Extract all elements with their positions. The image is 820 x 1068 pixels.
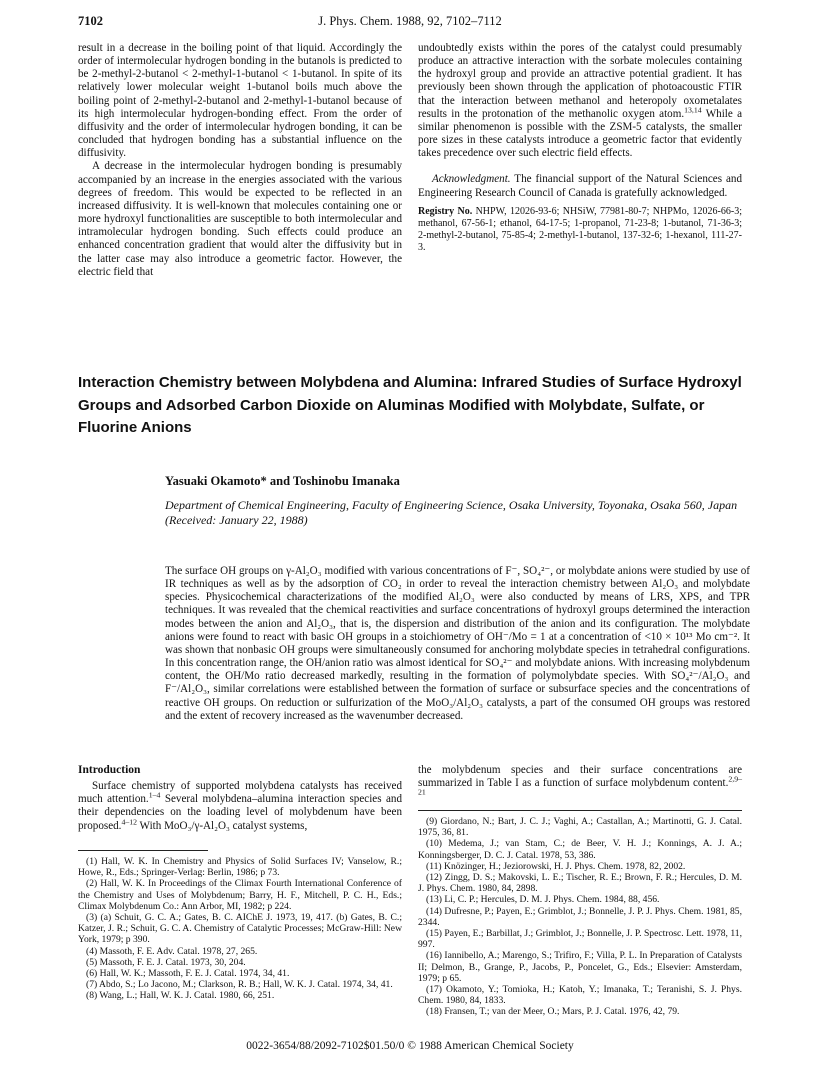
references-right	[418, 816, 742, 1018]
reference-item: (12) Zingg, D. S.; Makovski, L. E.; Tischer, R. E.; Brown, F. R.; Hercules, D. M. J. Phys. Chem. 1980, 84, 2898.	[418, 872, 742, 895]
footnote-rule-left	[78, 850, 208, 851]
reference-item: (9) Giordano, N.; Bart, J. C. J.; Vaghi, A.; Castallan, A.; Martinotti, G. J. Catal. 1975, 36, 81.	[418, 816, 742, 839]
reference-item: (8) Wang, L.; Hall, W. K. J. Catal. 1980, 66, 251.	[86, 990, 275, 1002]
reference-item: (5) Massoth, F. E. J. Catal. 1973, 30, 204.	[86, 956, 246, 968]
reference-item: (16) Iannibello, A.; Marengo, S.; Trifiro, F.; Villa, P. L. In Preparation of Catalysts II; Delmon, B., Grange, P., Jacobs, P., Poncelet, G., Eds.; Elsevier: Amsterdam, 1979; p 65.	[418, 950, 742, 984]
reference-item: (13) Li, C. P.; Hercules, D. M. J. Phys. Chem. 1984, 88, 456.	[426, 894, 660, 906]
reference-item: (11) Knözinger, H.; Jeziorowski, H. J. Phys. Chem. 1978, 82, 2002.	[426, 860, 686, 872]
article-abstract: The surface OH groups on γ-Al₂O₃ modified with various concentrations of F⁻, SO₄²⁻, or molybdate anions were studied by use of IR techniques as well as by the adsorption of CO₂ in order to reveal the interaction chemistry between Al₂O₃ and molybdate species. Physicochemical characterizations of the modified Al₂O₃ were also conducted by means of LRS, XPS, and TPR techniques. It was revealed that the chemical reactivities and surface concentrations of hydroxyl groups determined the interaction modes between the anion and Al₂O₃, that is, the dispersion and distribution of the anion and its configuration. The molybdate anions were found to react with basic OH groups in a stoichiometry of OH⁻/Mo = 1 at a concentration of <10 × 10¹³ Mo cm⁻². It was shown that nonbasic OH groups were simultaneously consumed for anchoring molybdate species in tetrahedral configurations. In this concentration range, the OH/anion ratio was almost identical for SO₄²⁻ and molybdate anions. With increasing molybdenum content, the OH/Mo ratio decreased markedly, resulting in the formation of polymolybdate species. With SO₄²⁻/Al₂O₃ and F⁻/Al₂O₃, similar correlations were established between the formation of surface or subsurface species and the concentrations of reactive OH groups. On reduction or sulfurization of the MoO₃/Al₂O₃ catalysts, a part of the consumed OH groups was restored and the extent of recovery increased as the wavenumber decreased.	[165, 565, 750, 722]
reference-item: (10) Medema, J.; van Stam, C.; de Beer, V. H. J.; Konnings, A. J. A.; Konningsberger, D. C. J. Catal. 1978, 53, 386.	[418, 838, 742, 861]
reference-item: (4) Massoth, F. E. Adv. Catal. 1978, 27, 265.	[86, 945, 258, 957]
section-heading-introduction: Introduction	[78, 764, 141, 776]
reference-item: (14) Dufresne, P.; Payen, E.; Grimblot, J.; Bonnelle, J. P. J. Phys. Chem. 1981, 85, 2344.	[418, 905, 742, 928]
reference-item: (2) Hall, W. K. In Proceedings of the Climax Fourth International Conference of the Chemistry and Uses of Molybdenum; Barry, H. F., Mitchell, P. C. H., Eds.; Climax Molybdenum Co.: Ann Arbor, MI, 1982; p 224.	[78, 878, 402, 912]
page-number: 7102	[78, 14, 103, 28]
intro-paragraph: Surface chemistry of supported molybdena catalysts has received much attention.$^{1-4}$ Several molybdena–alumina interaction species and their dependencies on the loading level of molybdenum have been proposed.$^{4-12}$ With MoO₃/γ-Al₂O₃ catalyst systems,	[78, 780, 402, 832]
prev-article-right-column	[418, 42, 742, 255]
article-authors: Yasuaki Okamoto* and Toshinobu Imanaka	[165, 474, 400, 488]
reference-item: (7) Abdo, S.; Lo Jacono, M.; Clarkson, R. B.; Hall, W. K. J. Catal. 1974, 34, 41.	[86, 979, 393, 991]
reference-item: (1) Hall, W. K. In Chemistry and Physics of Solid Surfaces IV; Vanselow, R.; Howe, R., Eds.; Springer-Verlag: Berlin, 1986; p 73.	[78, 856, 402, 879]
acknowledgment: Acknowledgment. The financial support of the Natural Sciences and Engineering Research Council of Canada is gratefully acknowledged.	[418, 173, 742, 199]
reference-item: (17) Okamoto, Y.; Tomioka, H.; Katoh, Y.; Imanaka, T.; Teranishi, S. J. Phys. Chem. 1980, 84, 1833.	[418, 984, 742, 1007]
page-footer: 0022-3654/88/2092-7102$01.50/0 © 1988 American Chemical Society	[246, 1040, 574, 1052]
prev-paragraph-1: result in a decrease in the boiling point of that liquid. Accordingly the order of intermolecular hydrogen bonding in the butanols is predicted to be 2-methyl-2-butanol < 2-methyl-1-butanol < 1-butanol. In spite of its relatively lower molecular weight 1-butanol boils much above the boiling point of 2-methyl-2-butanol and 2-methyl-1-butanol because of its high intermolecular hydrogen-bonding effect. From the order of diffusivity and the order of intermolecular hydrogen bonding, it can be concluded that hydrogen bonding has a substantial influence on the diffusivity.	[78, 42, 402, 160]
article-title: Interaction Chemistry between Molybdena and Alumina: Infrared Studies of Surface Hydroxyl Groups and Adsorbed Carbon Dioxide on Aluminas Modified with Molybdate, Sulfate, or Fluorine Anions	[78, 374, 742, 436]
registry-numbers: Registry No. NHPW, 12026-93-6; NHSiW, 77981-80-7; NHPMo, 12026-66-3; methanol, 67-56-1; ethanol, 64-17-5; 1-propanol, 71-23-8; 1-butanol, 71-36-3; 2-methyl-2-butanol, 75-85-4; 2-methyl-1-butanol, 137-32-6; 1-hexanol, 111-27-3.	[418, 205, 742, 254]
reference-item: (3) (a) Schuit, G. C. A.; Gates, B. C. AIChE J. 1973, 19, 417. (b) Gates, B. C.; Katzer, J. R.; Schuit, G. C. A. Chemistry of Catalytic Processes; McGraw-Hill: New York, 1979; p 390.	[78, 912, 402, 946]
intro-right-column	[418, 764, 742, 803]
footnote-rule-right	[418, 810, 742, 811]
references-left	[78, 856, 402, 1002]
intro-paragraph-continued: the molybdenum species and their surface concentrations are summarized in Table I as a function of surface molybdenum content.$^{2,9-21}$	[418, 764, 742, 797]
intro-left-column	[78, 764, 402, 833]
prev-article-left-column	[78, 42, 402, 279]
article-affiliation: Department of Chemical Engineering, Faculty of Engineering Science, Osaka University, Toyonaka, Osaka 560, Japan (Received: January 22, 1988)	[165, 498, 738, 527]
reference-item: (6) Hall, W. K.; Massoth, F. E. J. Catal. 1974, 34, 41.	[86, 968, 290, 980]
running-header-citation: J. Phys. Chem. 1988, 92, 7102–7112	[318, 14, 502, 28]
reference-item: (15) Payen, E.; Barbillat, J.; Grimblot, J.; Bonnelle, J. P. Spectrosc. Lett. 1978, 11, 997.	[418, 928, 742, 951]
prev-paragraph-3: undoubtedly exists within the pores of the catalyst could presumably produce an attractive interaction with the sorbate molecules containing the hydroxyl group and provide an attractive potential gradient. It has previously been shown through the application of photoacoustic FTIR that the interaction between methanol and heteropoly oxometalates results in the protonation of the methanolic oxygen atom.$^{13,14}$ While a similar phenomenon is possible with the ZSM-5 catalysts, the smaller pore sizes in these catalysts introduce a geometric factor that evidently takes precedence over such electric field effects.	[418, 42, 742, 160]
prev-paragraph-2: A decrease in the intermolecular hydrogen bonding is presumably accompanied by an increase in the energies associated with the various degrees of freedom. This would be expected to be reflected in an increased diffusivity. It is well-known that molecules containing one or more hydroxyl functionalities are susceptible to both intermolecular and intramolecular hydrogen bonding. Such effects could produce an enhanced concentration gradient that would alter the diffusivity but in the latter case may also introduce a geometric factor. However, the electric field that	[78, 160, 402, 278]
reference-item: (18) Fransen, T.; van der Meer, O.; Mars, P. J. Catal. 1976, 42, 79.	[426, 1006, 680, 1018]
